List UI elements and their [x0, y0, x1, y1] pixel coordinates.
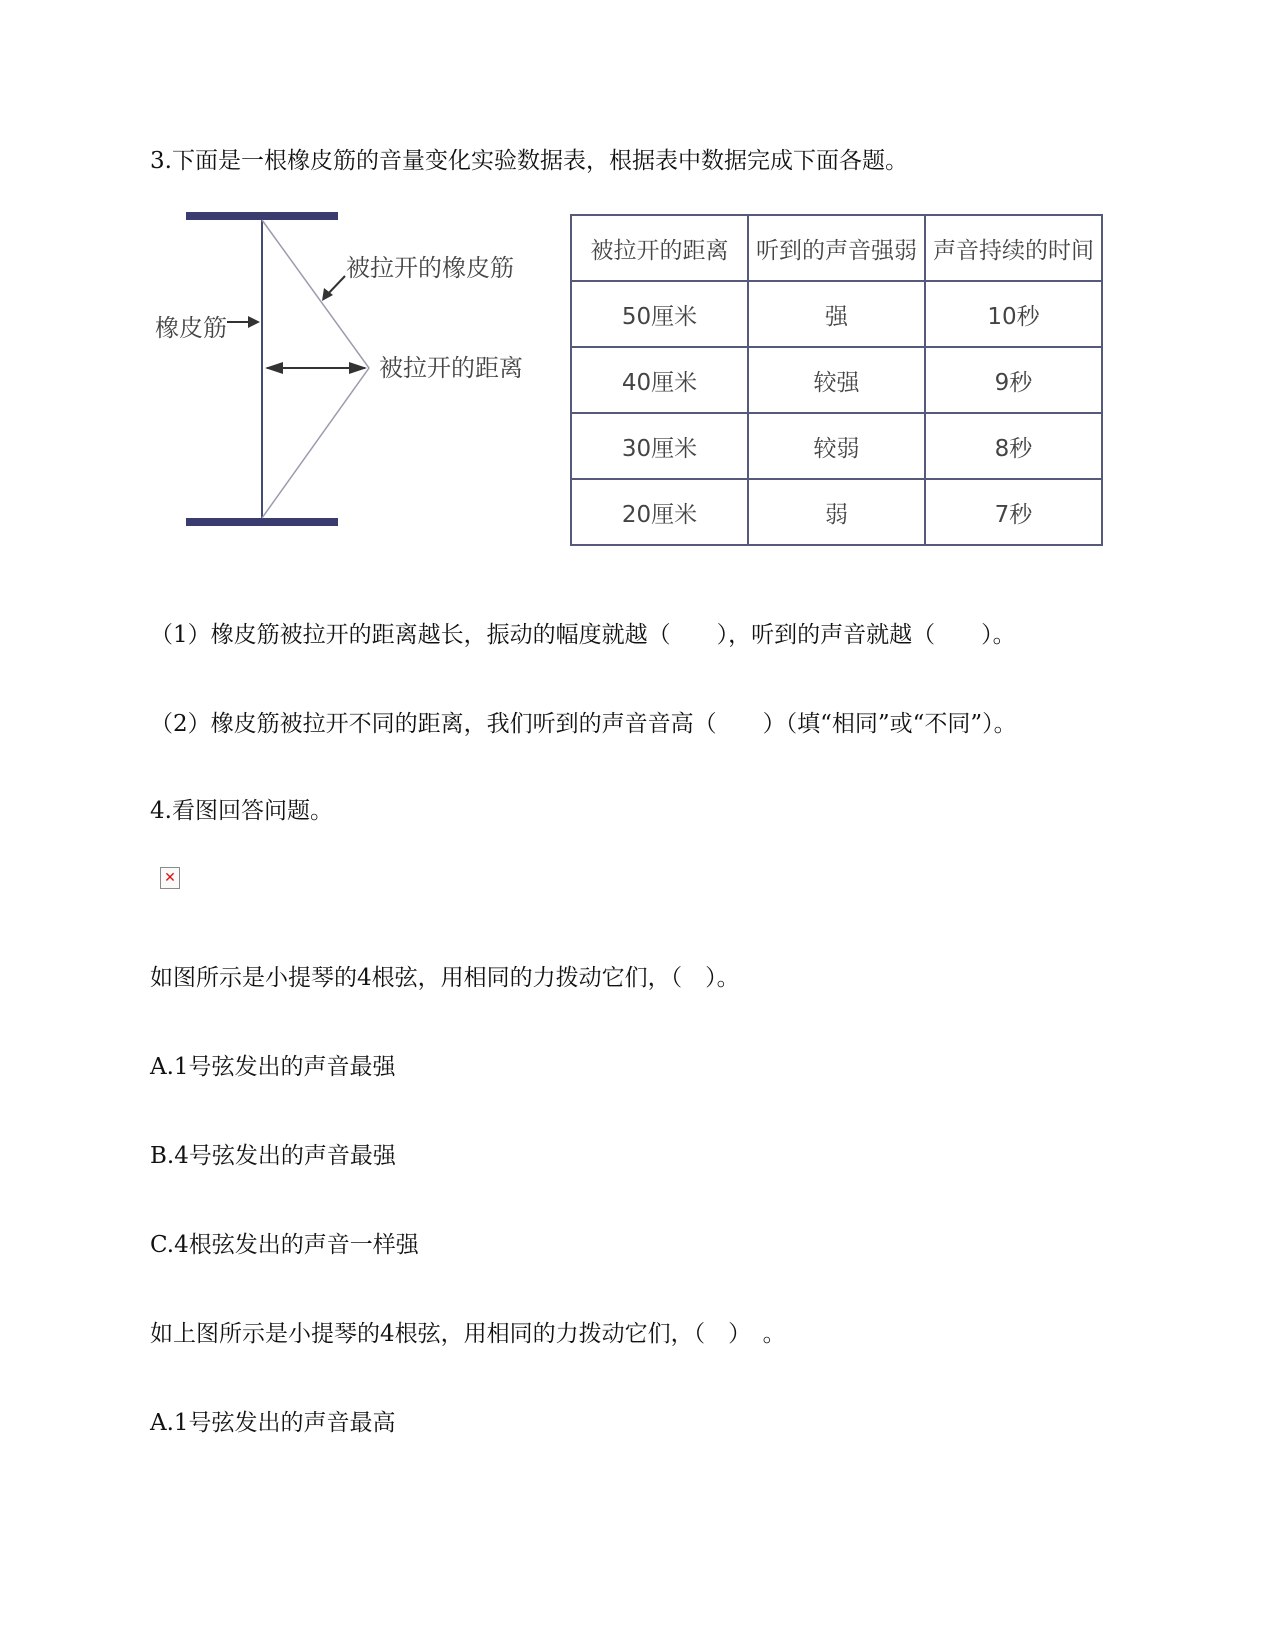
table-row: [571, 281, 1102, 347]
table-row: [571, 479, 1102, 545]
top-clamp-bar: [186, 212, 338, 220]
table-cell: 9秒: [925, 347, 1102, 413]
rubber-band-label: 橡皮筋: [155, 314, 227, 342]
table-header-cell: 被拉开的距离: [571, 215, 748, 281]
table-header-row: [571, 215, 1102, 281]
question-4-stem-1: 如图所示是小提琴的4根弦，用相同的力拨动它们，（ ）。: [150, 965, 740, 991]
table-cell: 弱: [748, 479, 925, 545]
question-3-sub-1: （1）橡皮筋被拉开的距离越长，振动的幅度就越（ ），听到的声音就越（ ）。: [150, 622, 1016, 648]
table-header-cell: 听到的声音强弱: [748, 215, 925, 281]
table-cell: 强: [748, 281, 925, 347]
table-cell: 7秒: [925, 479, 1102, 545]
option-c-1: C.4根弦发出的声音一样强: [150, 1232, 419, 1258]
band-label-arrow-head: [248, 316, 260, 328]
table-cell: 30厘米: [571, 413, 748, 479]
table-cell: 50厘米: [571, 281, 748, 347]
table-cell: 40厘米: [571, 347, 748, 413]
distance-arrow-right-head: [349, 362, 367, 374]
table-cell: 8秒: [925, 413, 1102, 479]
question-3-title: 3.下面是一根橡皮筋的音量变化实验数据表，根据表中数据完成下面各题。: [150, 148, 908, 174]
table-row: [571, 347, 1102, 413]
table-cell: 较强: [748, 347, 925, 413]
option-a-2: A.1号弦发出的声音最高: [150, 1410, 396, 1436]
table-cell: 10秒: [925, 281, 1102, 347]
table-header-cell: 声音持续的时间: [925, 215, 1102, 281]
table-cell: 20厘米: [571, 479, 748, 545]
volume-data-table: [570, 214, 1103, 546]
broken-image-icon: ✕: [160, 867, 180, 889]
question-4-title: 4.看图回答问题。: [150, 798, 333, 824]
table-cell: 较弱: [748, 413, 925, 479]
distance-arrow-left-head: [265, 362, 283, 374]
question-4-stem-2: 如上图所示是小提琴的4根弦，用相同的力拨动它们，（ ） 。: [150, 1321, 786, 1347]
question-3-sub-2: （2）橡皮筋被拉开不同的距离，我们听到的声音音高（ ）（填“相同”或“不同”）。: [150, 711, 1017, 737]
table-row: [571, 413, 1102, 479]
option-a-1: A.1号弦发出的声音最强: [150, 1054, 396, 1080]
stretch-distance-label: 被拉开的距离: [379, 354, 523, 382]
option-b-1: B.4号弦发出的声音最强: [150, 1143, 396, 1169]
rubber-band-experiment-figure: [155, 208, 1103, 568]
stretched-band-label: 被拉开的橡皮筋: [346, 254, 514, 282]
bottom-clamp-bar: [186, 518, 338, 526]
